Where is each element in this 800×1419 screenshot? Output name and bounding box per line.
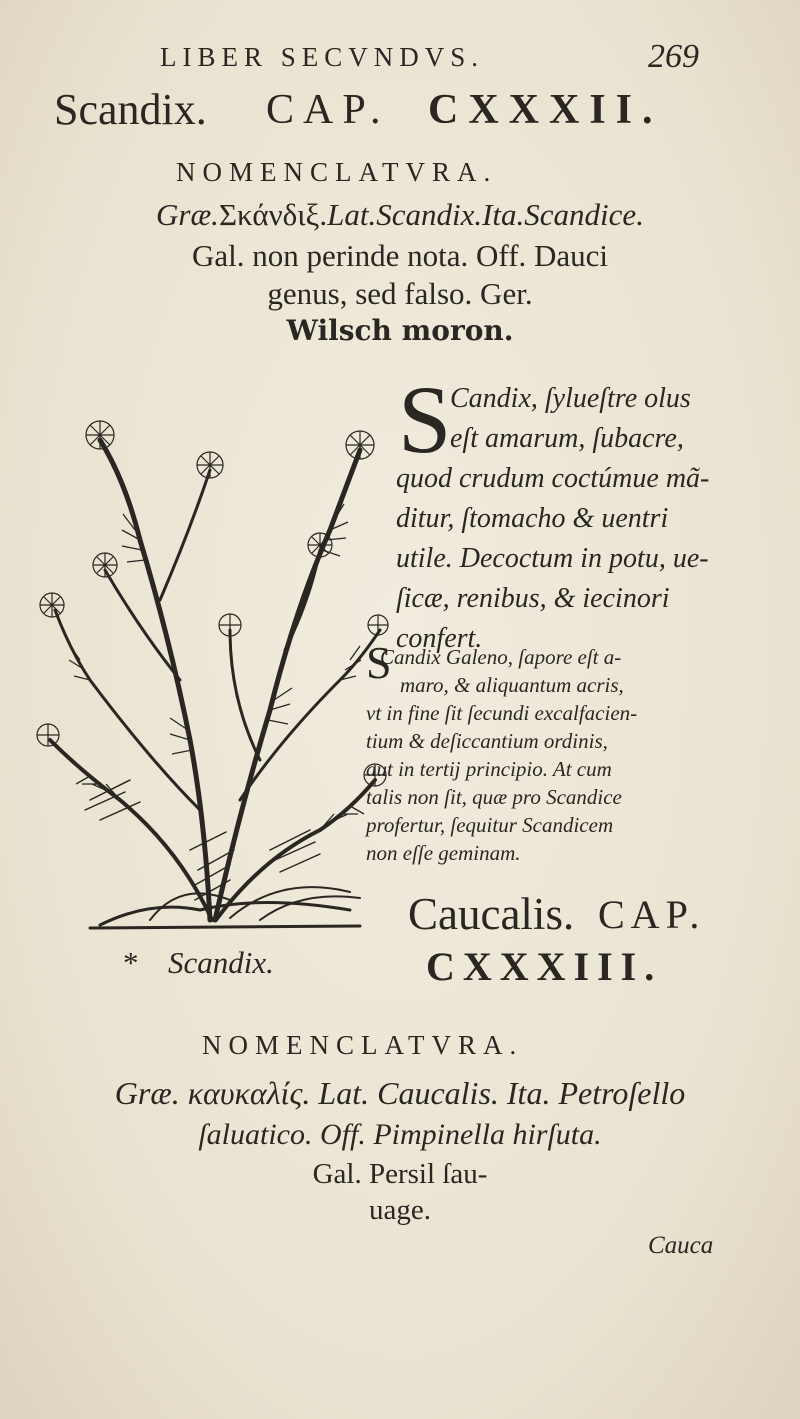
chapter2-synonyms-line-2: ſaluatico. Off. Pimpinella hirſuta. xyxy=(198,1118,602,1151)
text1-line-2: eſt amarum, ſubacre, xyxy=(450,423,684,454)
catchword: Cauca xyxy=(648,1232,714,1259)
synonyms-line-1 xyxy=(0,197,800,233)
figure-asterisk: * xyxy=(123,945,139,980)
figure-caption: Scandix. xyxy=(168,945,274,980)
chapter2-number: CXXXIII. xyxy=(426,944,663,989)
text2-line-5: aut in tertij principio. At cum xyxy=(366,757,612,781)
italian-name: Scandice. xyxy=(524,197,644,232)
page-number: 269 xyxy=(648,38,699,75)
synonyms-line-3: genus, sed falso. Ger. xyxy=(267,276,533,311)
latin-name: Scandix. xyxy=(376,197,483,232)
chapter-cap-label: CAP. xyxy=(266,87,390,133)
text1-line-7: confert. xyxy=(396,623,483,654)
text2-line-4: tium & deſiccantium ordinis, xyxy=(366,729,608,753)
greek-label: Græ. xyxy=(156,197,219,232)
text1-line-5: utile. Decoctum in potu, ue- xyxy=(396,543,709,574)
text1-line-4: ditur, ſtomacho & uentri xyxy=(396,503,669,534)
text2-line-6: talis non ſit, quæ pro Scandice xyxy=(366,785,622,809)
nomenclature-heading: NOMENCLATVRA. xyxy=(176,157,498,187)
chapter2-synonyms-line-1: Græ. καυκαλίς. Lat. Caucalis. Ita. Petroſello xyxy=(114,1075,686,1111)
chapter2-synonyms-line-4: uage. xyxy=(369,1194,431,1226)
chapter-title: Scandix. xyxy=(54,85,207,134)
german-name: Wilsch moron. xyxy=(286,314,514,347)
chapter2-title: Caucalis. xyxy=(408,889,575,939)
text2-line-3: vt in fine ſit ſecundi excalfacien- xyxy=(366,701,638,725)
text2-line-8: non eſſe geminam. xyxy=(366,841,521,865)
nomenclature-heading-2: NOMENCLATVRA. xyxy=(202,1030,524,1060)
drop-capital: S xyxy=(398,366,452,473)
text2-line-7: profertur, ſequitur Scandicem xyxy=(366,813,614,837)
chapter2-cap-label: CAP. xyxy=(598,892,706,937)
text1-line-6: ſicæ, renibus, & iecinori xyxy=(396,583,670,614)
synonyms-line-2: Gal. non perinde nota. Off. Dauci xyxy=(191,238,609,273)
italian-label: Ita. xyxy=(482,197,525,232)
running-head: LIBER SECVNDVS. xyxy=(160,42,485,72)
initial-capital: S xyxy=(366,637,392,688)
chapter2-synonyms-line-3: Gal. Persil ſau- xyxy=(312,1158,488,1190)
latin-label: Lat. xyxy=(327,197,377,232)
umbel-1 xyxy=(86,421,114,449)
text2-line-1: Candix Galeno, ſapore eſt a- xyxy=(380,645,622,669)
text2-line-2: maro, & aliquantum acris, xyxy=(400,673,624,697)
greek-name: Σκάνδιξ. xyxy=(218,197,328,232)
scandix-woodcut-illustration xyxy=(30,380,390,940)
text1-line-3: quod crudum coctúmue mã- xyxy=(396,463,710,494)
text1-line-1: Candix, ſylueſtre olus xyxy=(450,383,691,414)
chapter-number: CXXXII. xyxy=(428,87,663,133)
